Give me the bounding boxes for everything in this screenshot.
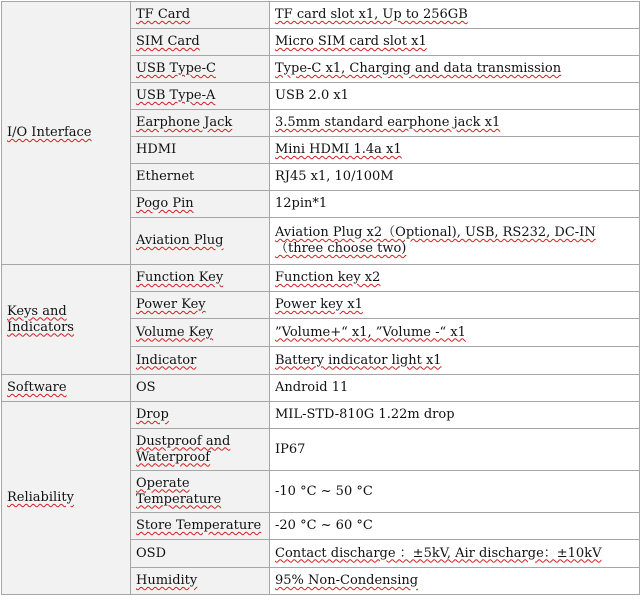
spec-item: Operate Temperature [131, 471, 270, 513]
category-label: I/O Interface [7, 125, 92, 140]
spec-item: HDMI [131, 137, 270, 164]
spec-item: Drop [131, 402, 270, 429]
spec-item: USB Type-A [131, 83, 270, 110]
spec-value: 12pin*1 [270, 191, 640, 218]
spec-value: Aviation Plug x2（Optional), USB, RS232, DC-IN（three choose two) [270, 218, 640, 265]
spec-value: TF card slot x1, Up to 256GB [270, 2, 640, 29]
spec-table [1, 1, 640, 595]
spec-item: Ethernet [131, 164, 270, 191]
spec-value: Power key x1 [270, 292, 640, 319]
spec-item: SIM Card [131, 29, 270, 56]
table-row [2, 2, 640, 29]
spec-item: USB Type-C [131, 56, 270, 83]
spec-value: USB 2.0 x1 [270, 83, 640, 110]
spec-value: Micro SIM card slot x1 [270, 29, 640, 56]
spec-value: RJ45 x1, 10/100M [270, 164, 640, 191]
spec-value: IP67 [270, 429, 640, 471]
spec-value: Type-C x1, Charging and data transmission [270, 56, 640, 83]
category-label: Reliability [7, 490, 74, 505]
spec-value: 3.5mm standard earphone jack x1 [270, 110, 640, 137]
spec-item: Aviation Plug [131, 218, 270, 265]
category-cell [2, 2, 131, 265]
category-cell [2, 402, 131, 595]
spec-item: OSD [131, 540, 270, 568]
spec-item: Store Temperature [131, 513, 270, 540]
spec-value: Function key x2 [270, 265, 640, 292]
spec-value: -20 °C ~ 60 °C [270, 513, 640, 540]
category-cell [2, 265, 131, 375]
spec-value: Contact discharge ：±5kV, Air discharge：±10kV [270, 540, 640, 568]
spec-value: Android 11 [270, 375, 640, 402]
spec-item: Volume Key [131, 319, 270, 347]
spec-item: Dustproof and Waterproof [131, 429, 270, 471]
spec-item: Humidity [131, 568, 270, 595]
spec-value: 95% Non-Condensing [270, 568, 640, 595]
spec-value: ”Volume+“ x1, ”Volume -“ x1 [270, 319, 640, 347]
spec-value: Battery indicator light x1 [270, 347, 640, 375]
spec-item: TF Card [131, 2, 270, 29]
spec-item: Power Key [131, 292, 270, 319]
table-row [2, 402, 640, 429]
spec-item: OS [131, 375, 270, 402]
category-cell [2, 375, 131, 402]
category-label: Keys and Indicators [7, 303, 74, 335]
spec-value: MIL-STD-810G 1.22m drop [270, 402, 640, 429]
spec-item: Indicator [131, 347, 270, 375]
category-label: Software [7, 380, 67, 395]
table-row [2, 375, 640, 402]
spec-item: Function Key [131, 265, 270, 292]
spec-item: Pogo Pin [131, 191, 270, 218]
table-row [2, 265, 640, 292]
spec-item: Earphone Jack [131, 110, 270, 137]
spec-value: Mini HDMI 1.4a x1 [270, 137, 640, 164]
spec-value: -10 °C ~ 50 °C [270, 471, 640, 513]
